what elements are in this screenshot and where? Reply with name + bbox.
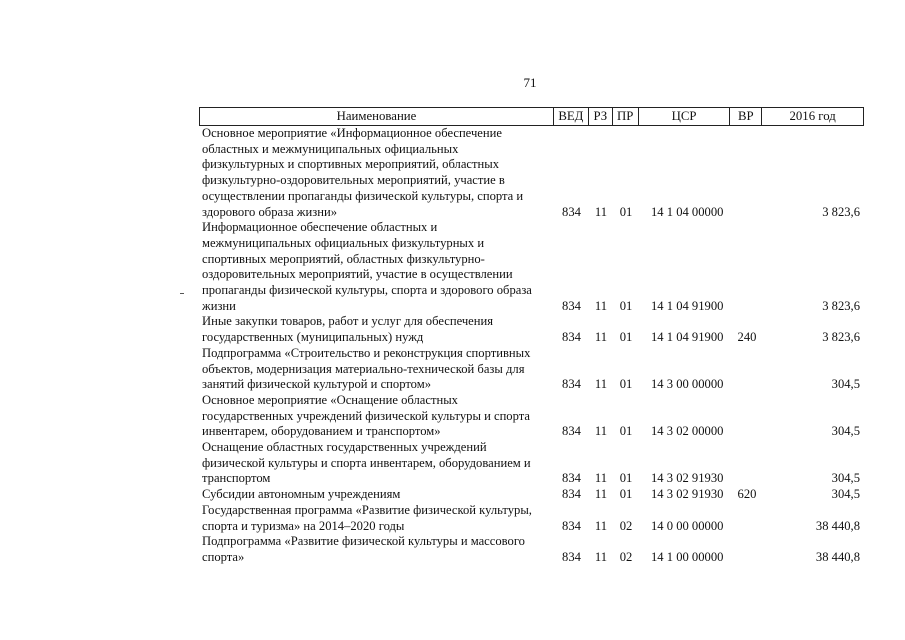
row-name-line: занятий физической культурой и спортом» [202, 377, 431, 392]
row-name-line: областных и межмуниципальных официальных [202, 141, 459, 156]
row-ved: 834 [562, 330, 581, 345]
row-name-line: Подпрограмма «Строительство и реконструкция спортивных [202, 345, 531, 360]
row-name-line: транспортом [202, 471, 271, 486]
row-name [199, 503, 554, 534]
header-year: 2016 год [789, 109, 836, 123]
header-ved: ВЕД [554, 108, 589, 125]
row-name-line: Основное мероприятие «Оснащение областных [202, 392, 458, 407]
row-csr: 14 0 00 00000 [651, 518, 724, 533]
row-pr: 02 [619, 549, 633, 564]
row-amount: 38 440,8 [815, 518, 860, 533]
row-name-line: спортивных мероприятий, областных физкультурно- [202, 251, 485, 266]
table-row [199, 126, 864, 220]
row-rz: 11 [594, 424, 608, 439]
row-pr: 01 [619, 298, 633, 313]
row-vr: 240 [737, 330, 757, 345]
row-ved: 834 [562, 298, 581, 313]
row-pr: 01 [619, 424, 633, 439]
row-csr: 14 3 02 91930 [651, 487, 724, 502]
row-csr: 14 1 04 91900 [651, 298, 724, 313]
margin-mark [180, 293, 184, 294]
header-csr: ЦСР [639, 108, 731, 125]
row-ved: 834 [562, 377, 581, 392]
table-row [199, 220, 864, 314]
header-name: Наименование [200, 108, 554, 125]
row-name [199, 534, 554, 565]
row-amount: 38 440,8 [815, 549, 860, 564]
row-name-line: Основное мероприятие «Информационное обеспечение [202, 126, 502, 140]
table-row [199, 534, 864, 565]
row-rz: 11 [594, 204, 608, 219]
row-name-line: здорового образа жизни» [202, 204, 337, 219]
row-name-line: осуществлении пропаганды физической культуры, спорта и [202, 188, 524, 203]
row-name-line: государственных (муниципальных) нужд [202, 330, 424, 345]
row-name-line: Информационное обеспечение областных и [202, 220, 438, 235]
row-ved: 834 [562, 204, 581, 219]
table-header [199, 107, 864, 126]
row-pr: 01 [619, 204, 633, 219]
table-row [199, 440, 864, 487]
row-pr: 01 [619, 330, 633, 345]
row-rz: 11 [594, 377, 608, 392]
row-csr: 14 3 02 91930 [651, 471, 724, 486]
row-name [199, 393, 554, 440]
row-name [199, 126, 554, 220]
row-amount: 304,5 [831, 487, 860, 502]
row-name-line: оздоровительных мероприятий, участие в осуществлении [202, 267, 513, 282]
page-number: 71 [523, 75, 537, 90]
row-amount: 304,5 [831, 424, 860, 439]
row-amount: 3 823,6 [822, 330, 860, 345]
header-rz: РЗ [589, 108, 613, 125]
row-rz: 11 [594, 471, 608, 486]
row-name-line: жизни [202, 298, 236, 313]
row-name-line: Оснащение областных государственных учреждений [202, 440, 487, 455]
row-csr: 14 3 02 00000 [651, 424, 724, 439]
row-name-line: спорта и туризма» на 2014–2020 годы [202, 518, 405, 533]
row-name [199, 314, 554, 345]
row-csr: 14 1 00 00000 [651, 549, 724, 564]
table-row [199, 346, 864, 393]
row-name-line: физической культуры и спорта инвентарем, оборудованием и [202, 455, 531, 470]
row-pr: 01 [619, 487, 633, 502]
table-row [199, 503, 864, 534]
row-csr: 14 1 04 91900 [651, 330, 724, 345]
row-name [199, 487, 554, 503]
row-name-line: объектов, модернизация материально-технической базы для [202, 361, 525, 376]
row-ved: 834 [562, 518, 581, 533]
row-rz: 11 [594, 549, 608, 564]
row-ved: 834 [562, 487, 581, 502]
table-row [199, 393, 864, 440]
row-name-line: спорта» [202, 549, 245, 564]
row-pr: 01 [619, 377, 633, 392]
row-ved: 834 [562, 424, 581, 439]
row-name-line: физкультурно-оздоровительных мероприятий, участие в [202, 173, 505, 188]
row-csr: 14 3 00 00000 [651, 377, 724, 392]
header-vr: ВР [730, 108, 762, 125]
row-rz: 11 [594, 487, 608, 502]
budget-table [199, 107, 864, 566]
header-pr: ПР [613, 108, 639, 125]
row-pr: 02 [619, 518, 633, 533]
row-vr: 620 [737, 487, 757, 502]
row-name-line: пропаганды физической культуры, спорта и здорового образа [202, 283, 532, 298]
row-amount: 3 823,6 [822, 298, 860, 313]
row-name-line: государственных учреждений физической культуры и спорта [202, 408, 530, 423]
row-rz: 11 [594, 298, 608, 313]
row-amount: 304,5 [831, 471, 860, 486]
row-csr: 14 1 04 00000 [651, 204, 724, 219]
row-name [199, 440, 554, 487]
row-ved: 834 [562, 471, 581, 486]
row-name-line: Государственная программа «Развитие физической культуры, [202, 502, 532, 517]
row-name-line: физкультурных и спортивных мероприятий, областных [202, 157, 500, 172]
row-rz: 11 [594, 330, 608, 345]
row-ved: 834 [562, 549, 581, 564]
row-name-line: Подпрограмма «Развитие физической культуры и массового [202, 534, 525, 549]
row-name-line: Субсидии автономным учреждениям [202, 487, 401, 502]
row-name-line: межмуниципальных официальных физкультурных и [202, 235, 485, 250]
row-name [199, 346, 554, 393]
row-amount: 3 823,6 [822, 204, 860, 219]
table-row [199, 487, 864, 503]
row-name-line: Иные закупки товаров, работ и услуг для обеспечения [202, 314, 494, 329]
row-name-line: инвентарем, оборудованием и транспортом» [202, 424, 441, 439]
table-row [199, 314, 864, 345]
row-name [199, 220, 554, 314]
table-body [199, 126, 864, 566]
row-rz: 11 [594, 518, 608, 533]
row-pr: 01 [619, 471, 633, 486]
row-amount: 304,5 [831, 377, 860, 392]
